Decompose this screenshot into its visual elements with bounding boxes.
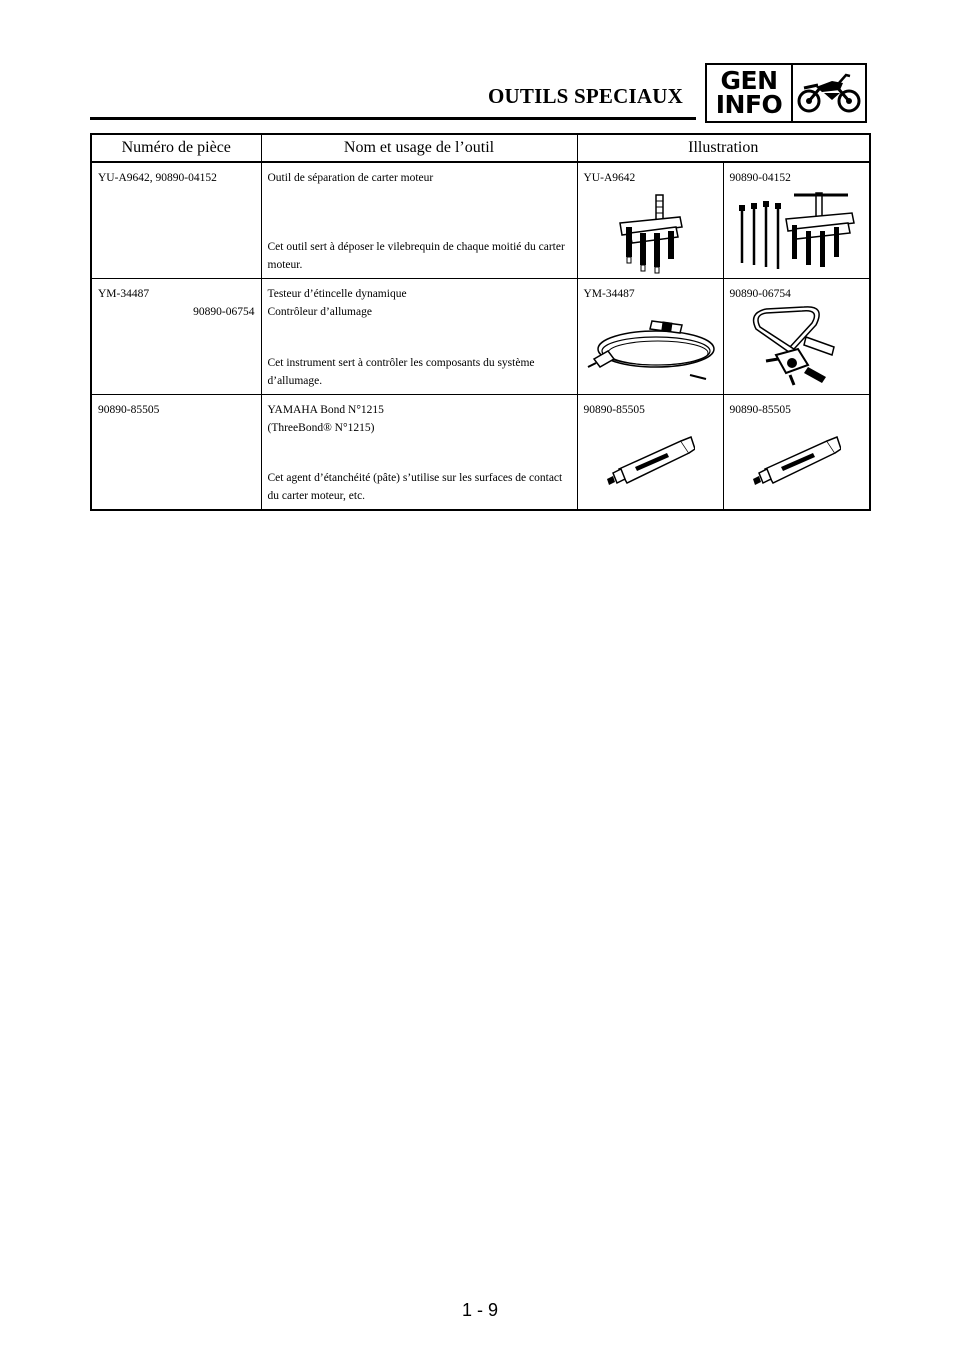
special-tools-table — [90, 133, 871, 511]
column-header-illustration: Illustration — [577, 134, 870, 162]
badge-line-info: INFO — [715, 90, 783, 119]
tool-usage-cell — [261, 394, 577, 510]
tool-name-alt: Contrôleur d’allumage — [267, 305, 372, 318]
table-row — [91, 162, 870, 278]
illustration-cell — [723, 278, 870, 394]
illustration-caption: 90890-85505 — [729, 403, 791, 416]
section-badge — [705, 63, 867, 123]
illustration-cell — [723, 394, 870, 510]
spark-tester-cable-icon — [582, 303, 718, 387]
table-header-row — [91, 134, 870, 162]
title-underline — [90, 117, 696, 120]
illustration-caption: 90890-06754 — [729, 287, 791, 300]
tool-description: Cet outil sert à déposer le vilebrequin de chaque moitié du carter moteur. — [267, 240, 565, 271]
part-number-cell — [91, 394, 261, 510]
illustration-caption: YU-A9642 — [583, 172, 636, 184]
tool-name: Testeur d’étincelle dynamique — [267, 287, 407, 300]
part-number-secondary: 90890-06754 — [193, 305, 255, 318]
illustration-caption: 90890-04152 — [729, 172, 791, 184]
tool-name: YAMAHA Bond N°1215 — [267, 403, 384, 416]
tool-usage-cell — [261, 278, 577, 394]
tool-description: Cet instrument sert à contrôler les composants du système d’allumage. — [267, 356, 535, 387]
part-number-cell — [91, 278, 261, 394]
part-number-cell — [91, 162, 261, 278]
tool-usage-cell — [261, 162, 577, 278]
part-number: 90890-85505 — [98, 403, 160, 416]
motorcycle-icon — [793, 65, 865, 121]
page-title: OUTILS SPECIAUX — [488, 84, 683, 108]
table-row — [91, 394, 870, 510]
illustration-cell — [577, 394, 723, 510]
illustration-caption: YM-34487 — [583, 287, 635, 300]
illustration-caption: 90890-85505 — [583, 403, 645, 416]
tool-name-alt: (ThreeBond® N°1215) — [267, 421, 375, 434]
column-header-tool-name: Nom et usage de l’outil — [261, 134, 577, 162]
sealant-tube-icon — [751, 429, 841, 493]
table-row — [91, 278, 870, 394]
badge-line-gen: GEN — [720, 66, 778, 95]
part-number: YM-34487 — [98, 287, 150, 300]
tool-description: Cet agent d’étanchéité (pâte) s’utilise sur les surfaces de contact du carter moteur, etc. — [267, 472, 563, 502]
tool-name: Outil de séparation de carter moteur — [267, 172, 434, 184]
column-header-part-number: Numéro de pièce — [91, 134, 261, 162]
badge-text — [707, 65, 793, 121]
part-number: YU-A9642, 90890-04152 — [98, 172, 217, 184]
crankcase-separator-icon — [610, 193, 690, 275]
sealant-tube-icon — [605, 429, 695, 493]
illustration-cell — [723, 162, 870, 278]
page-number: 1 - 9 — [461, 1300, 499, 1320]
crankcase-separator-with-bolts-icon — [730, 189, 862, 275]
illustration-cell — [577, 162, 723, 278]
ignition-checker-icon — [746, 303, 846, 389]
illustration-cell — [577, 278, 723, 394]
